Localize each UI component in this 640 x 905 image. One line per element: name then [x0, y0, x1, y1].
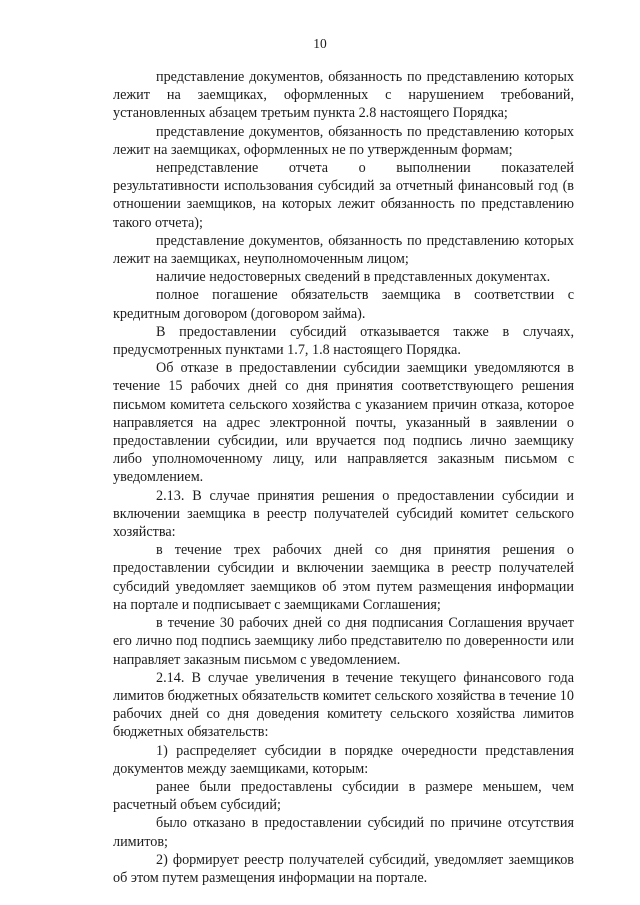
- paragraph-6: полное погашение обязательств заемщика в соответствии с кредитным договором (договором займа).: [113, 287, 574, 322]
- paragraph-1: представление документов, обязанность по представлению которых лежит на заемщиках, оформленных с нарушением требований, установленных абзацем третьим пункта 2.8 настоящего Порядка;: [113, 69, 574, 122]
- paragraph-3: непредставление отчета о выполнении показателей результативности использования субсидий за отчетный финансовый год (в отношении заемщиков, на которых лежит обязанность по представлению такого отчета);: [113, 160, 574, 231]
- document-body: [113, 68, 574, 887]
- paragraph-5: наличие недостоверных сведений в представленных документах.: [156, 269, 551, 286]
- paragraph-14: ранее были предоставлены субсидии в размере меньшем, чем расчетный объем субсидий;: [113, 778, 574, 814]
- paragraph-12: 2.14. В случае увеличения в течение текущего финансового года лимитов бюджетных обязательств комитет сельского хозяйства в течение 10 рабочих дней со дня доведения комитету сельского хозяйства лимитов бюджетных обязательств:: [113, 669, 574, 741]
- paragraph-2: представление документов, обязанность по представлению которых лежит на заемщиках, оформленных не по утвержденным формам;: [113, 123, 574, 158]
- paragraph-16: 2) формирует реестр получателей субсидий, уведомляет заемщиков об этом путем размещения информации на портале.: [113, 851, 574, 886]
- paragraph-15: было отказано в предоставлении субсидий по причине отсутствия лимитов;: [113, 815, 574, 850]
- paragraph-4: представление документов, обязанность по представлению которых лежит на заемщиках, неуполномоченным лицом;: [113, 232, 574, 268]
- paragraph-11: в течение 30 рабочих дней со дня подписания Соглашения вручает его лично под подпись заемщику либо представителю по доверенности или направляет заказным письмом с уведомлением.: [113, 615, 574, 668]
- paragraph-7: В предоставлении субсидий отказывается также в случаях, предусмотренных пунктами 1.7, 1.8 настоящего Порядка.: [113, 323, 574, 359]
- paragraph-9: 2.13. В случае принятия решения о предоставлении субсидии и включении заемщика в реестр получателей субсидий комитет сельского хозяйства:: [113, 487, 574, 541]
- page-number: 10: [313, 36, 327, 51]
- paragraph-10: в течение трех рабочих дней со дня принятия решения о предоставлении субсидии и включении заемщика в реестр получателей субсидий уведомляет заемщиков об этом путем размещения информации на портале и подписывает с заемщиками Соглашения;: [113, 542, 574, 613]
- paragraph-13: 1) распределяет субсидии в порядке очередности представления документов между заемщиками, которым:: [113, 742, 574, 777]
- paragraph-8: Об отказе в предоставлении субсидии заемщики уведомляются в течение 15 рабочих дней со дня принятия соответствующего решения письмом комитета сельского хозяйства с указанием причин отказа, которое направляется на адрес электронной почты, указанный в заявлении о предоставлении субсидии, или вручается под подпись лично заемщику либо уполномоченному лицу, или направляется заказным письмом с уведомлением.: [113, 360, 574, 486]
